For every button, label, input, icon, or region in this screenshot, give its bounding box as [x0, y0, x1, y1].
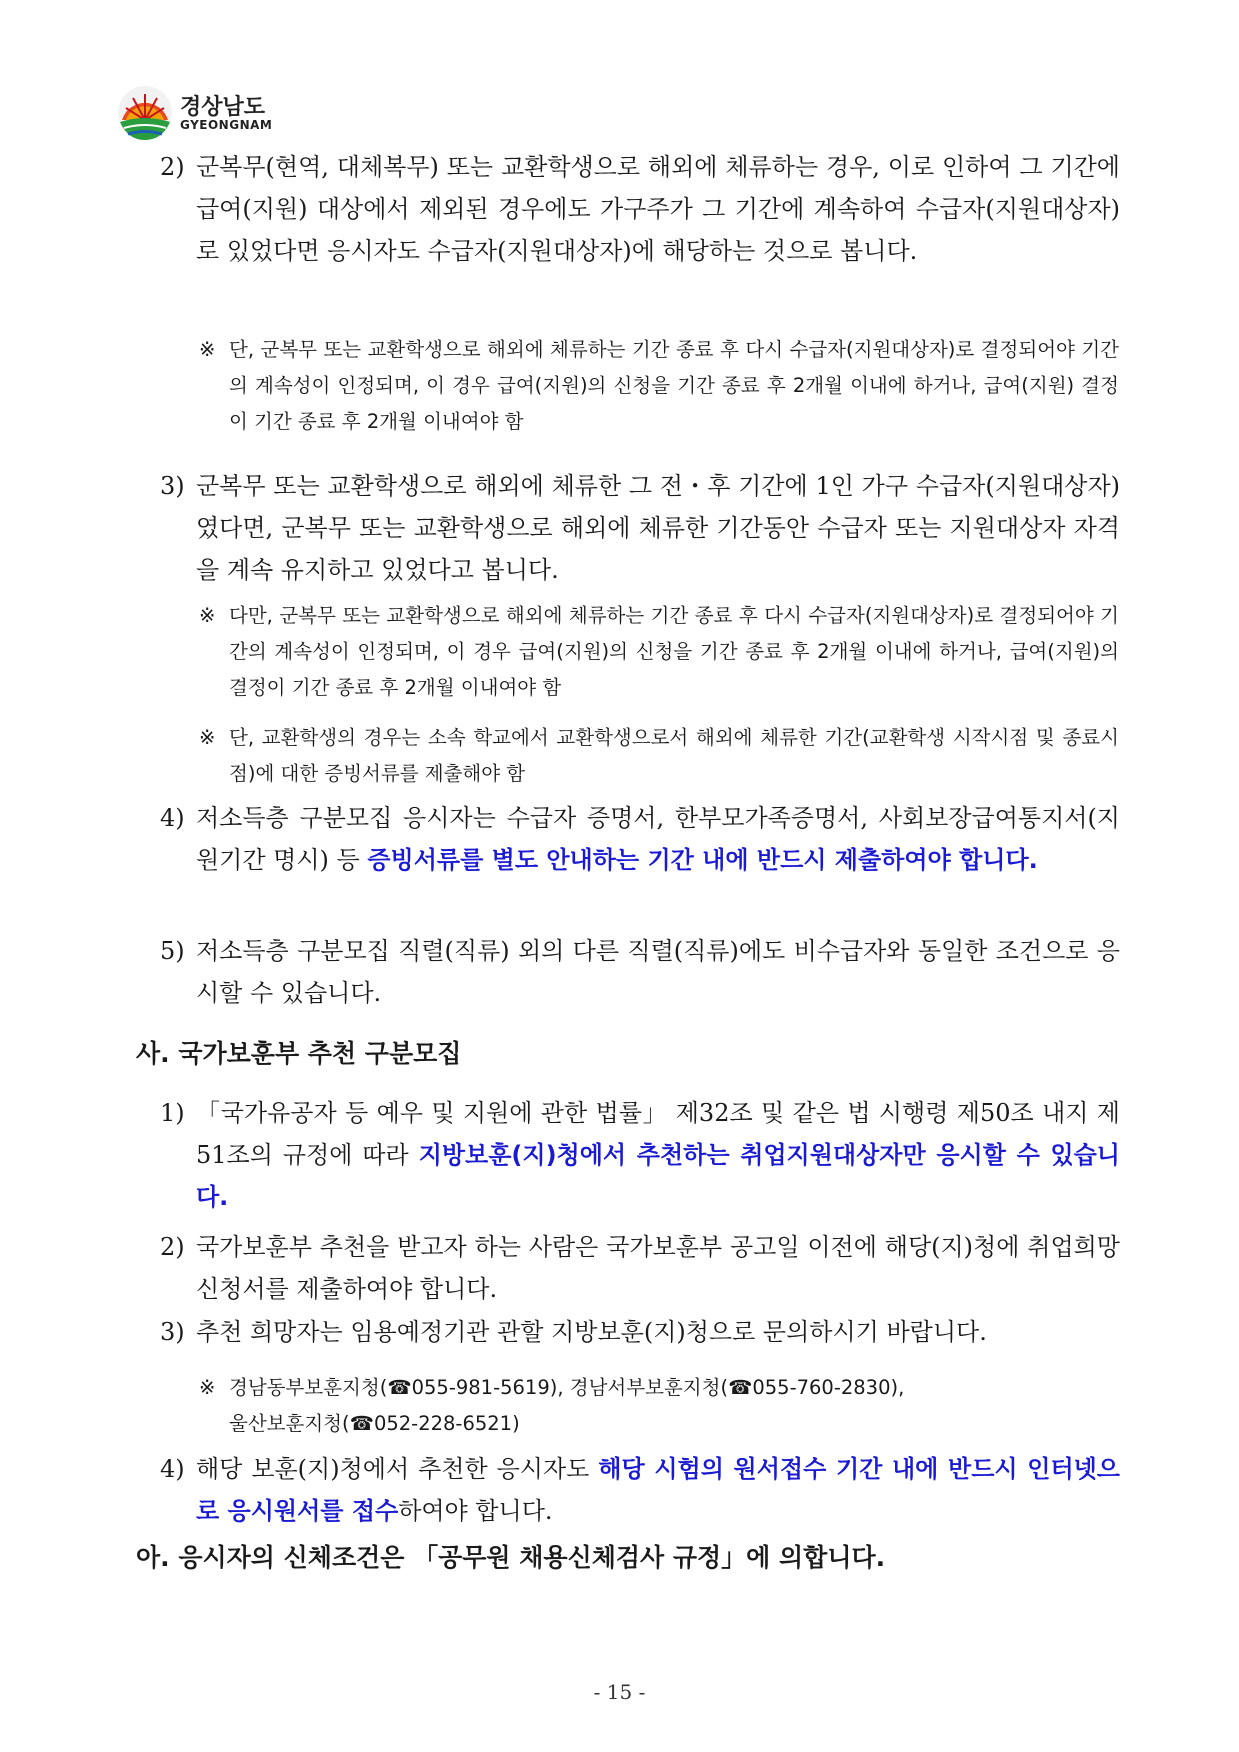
sa-item-2	[160, 1226, 1120, 1310]
list-item-3	[160, 465, 1120, 591]
logo-name-en: GYEONGNAM	[180, 118, 273, 132]
item-number: 5)	[160, 937, 185, 965]
phone-east: 055-981-5619	[411, 1376, 550, 1399]
item-text: 추천 희망자는 임용예정기관 관할 지방보훈(지)청으로 문의하시기 바랍니다.	[196, 1318, 987, 1346]
sa-item-1	[160, 1092, 1120, 1218]
item-text: 저소득층 구분모집 직렬(직류) 외의 다른 직렬(직류)에도 비수급자와 동일한 조건으로 응시할 수 있습니다.	[196, 937, 1120, 1007]
office-west: ), 경남서부보훈지청(	[549, 1376, 729, 1399]
item-number: 2)	[160, 1233, 185, 1261]
item-text	[196, 797, 1120, 881]
sa-item-4	[160, 1448, 1120, 1532]
item-number: 4)	[160, 1455, 185, 1483]
item-text: 군복무(현역, 대체복무) 또는 교환학생으로 해외에 체류하는 경우, 이로 인하여 그 기간에 급여(지원) 대상에서 제외된 경우에도 가구주가 그 기간에 계속하여 수급자(지원대상자)로 있었다면 응시자도 수급자(지원대상자)에 해당하는 것으로 봅니다.	[196, 153, 1120, 265]
reference-mark: ※	[199, 604, 216, 627]
note-2	[199, 332, 1119, 440]
office-ulsan: 울산보훈지청(	[229, 1412, 350, 1435]
contact-list	[229, 1370, 1119, 1442]
reference-mark: ※	[199, 338, 216, 361]
item-number: 3)	[160, 472, 185, 500]
item-text-plain: 저소득층 구분모집 응시자는 수급자 증명서, 한부모가족증명서, 사회보장급여통지서(지원기간 명시) 등	[196, 804, 1120, 874]
note-3b	[199, 720, 1119, 792]
phone-ulsan: 052-228-6521	[373, 1412, 513, 1435]
list-item-2	[160, 146, 1120, 272]
phone-icon: ☎	[349, 1412, 374, 1435]
note-text: 단, 교환학생의 경우는 소속 학교에서 교환학생으로서 해외에 체류한 기간(교환학생 시작시점 및 종료시점)에 대한 증빙서류를 제출해야 함	[229, 726, 1119, 785]
phone-icon: ☎	[728, 1376, 753, 1399]
gyeongnam-emblem-icon	[116, 84, 174, 142]
note-text: 다만, 군복무 또는 교환학생으로 해외에 체류하는 기간 종료 후 다시 수급자(지원대상자)로 결정되어야 기간의 계속성이 인정되며, 이 경우 급여(지원)의 신청을 기간 종료 후 2개월 이내에 하거나, 급여(지원)의 결정이 기간 종료 후 2개월 이내여야 함	[229, 604, 1119, 699]
item-text	[196, 1092, 1120, 1218]
separator: ),	[890, 1376, 905, 1399]
logo-name-ko: 경상남도	[180, 95, 266, 120]
item-text-plain: 「국가유공자 등 예우 및 지원에 관한 법률」 제32조 및 같은 법 시행령 제50조 내지 제51조의 규정에 따라	[196, 1099, 1120, 1169]
contact-note	[199, 1370, 1119, 1442]
phone-icon: ☎	[387, 1376, 412, 1399]
list-item-5	[160, 930, 1120, 1014]
sa-item-3	[160, 1311, 1120, 1353]
page-number: - 15 -	[593, 1680, 646, 1704]
item-text-plain: 하여야 합니다.	[398, 1497, 553, 1525]
highlighted-text: 증빙서류를 별도 안내하는 기간 내에 반드시 제출하여야 합니다.	[367, 846, 1038, 874]
highlighted-text: 해당 시험의 원서접수 기간 내에 반드시 인터넷으로 응시원서를 접수	[196, 1455, 1120, 1525]
highlighted-text: 지방보훈(지)청에서 추천하는 취업지원대상자만 응시할 수 있습니다.	[196, 1141, 1120, 1211]
item-number: 4)	[160, 804, 185, 832]
item-number: 2)	[160, 153, 185, 181]
office-east: 경남동부보훈지청(	[229, 1376, 388, 1399]
reference-mark: ※	[199, 726, 216, 749]
reference-mark: ※	[199, 1376, 216, 1399]
item-text: 국가보훈부 추천을 받고자 하는 사람은 국가보훈부 공고일 이전에 해당(지)청에 취업희망신청서를 제출하여야 합니다.	[196, 1233, 1120, 1303]
phone-west: 055-760-2830	[752, 1376, 891, 1399]
item-number: 1)	[160, 1099, 185, 1127]
note-3a	[199, 598, 1119, 706]
section-heading-a: 아. 응시자의 신체조건은 「공무원 채용신체검사 규정」에 의합니다.	[136, 1543, 886, 1572]
item-text-plain: 해당 보훈(지)청에서 추천한 응시자도	[196, 1455, 599, 1483]
list-item-4	[160, 797, 1120, 881]
item-text	[196, 1448, 1120, 1532]
section-heading-sa: 사. 국가보훈부 추천 구분모집	[136, 1039, 462, 1068]
note-text: 단, 군복무 또는 교환학생으로 해외에 체류하는 기간 종료 후 다시 수급자(지원대상자)로 결정되어야 기간의 계속성이 인정되며, 이 경우 급여(지원)의 신청을 기간 종료 후 2개월 이내에 하거나, 급여(지원) 결정이 기간 종료 후 2개월 이내여야 함	[229, 338, 1119, 433]
separator: )	[512, 1412, 520, 1435]
item-number: 3)	[160, 1318, 185, 1346]
item-text: 군복무 또는 교환학생으로 해외에 체류한 그 전・후 기간에 1인 가구 수급자(지원대상자)였다면, 군복무 또는 교환학생으로 해외에 체류한 기간동안 수급자 또는 지원대상자 자격을 계속 유지하고 있었다고 봅니다.	[196, 472, 1120, 584]
